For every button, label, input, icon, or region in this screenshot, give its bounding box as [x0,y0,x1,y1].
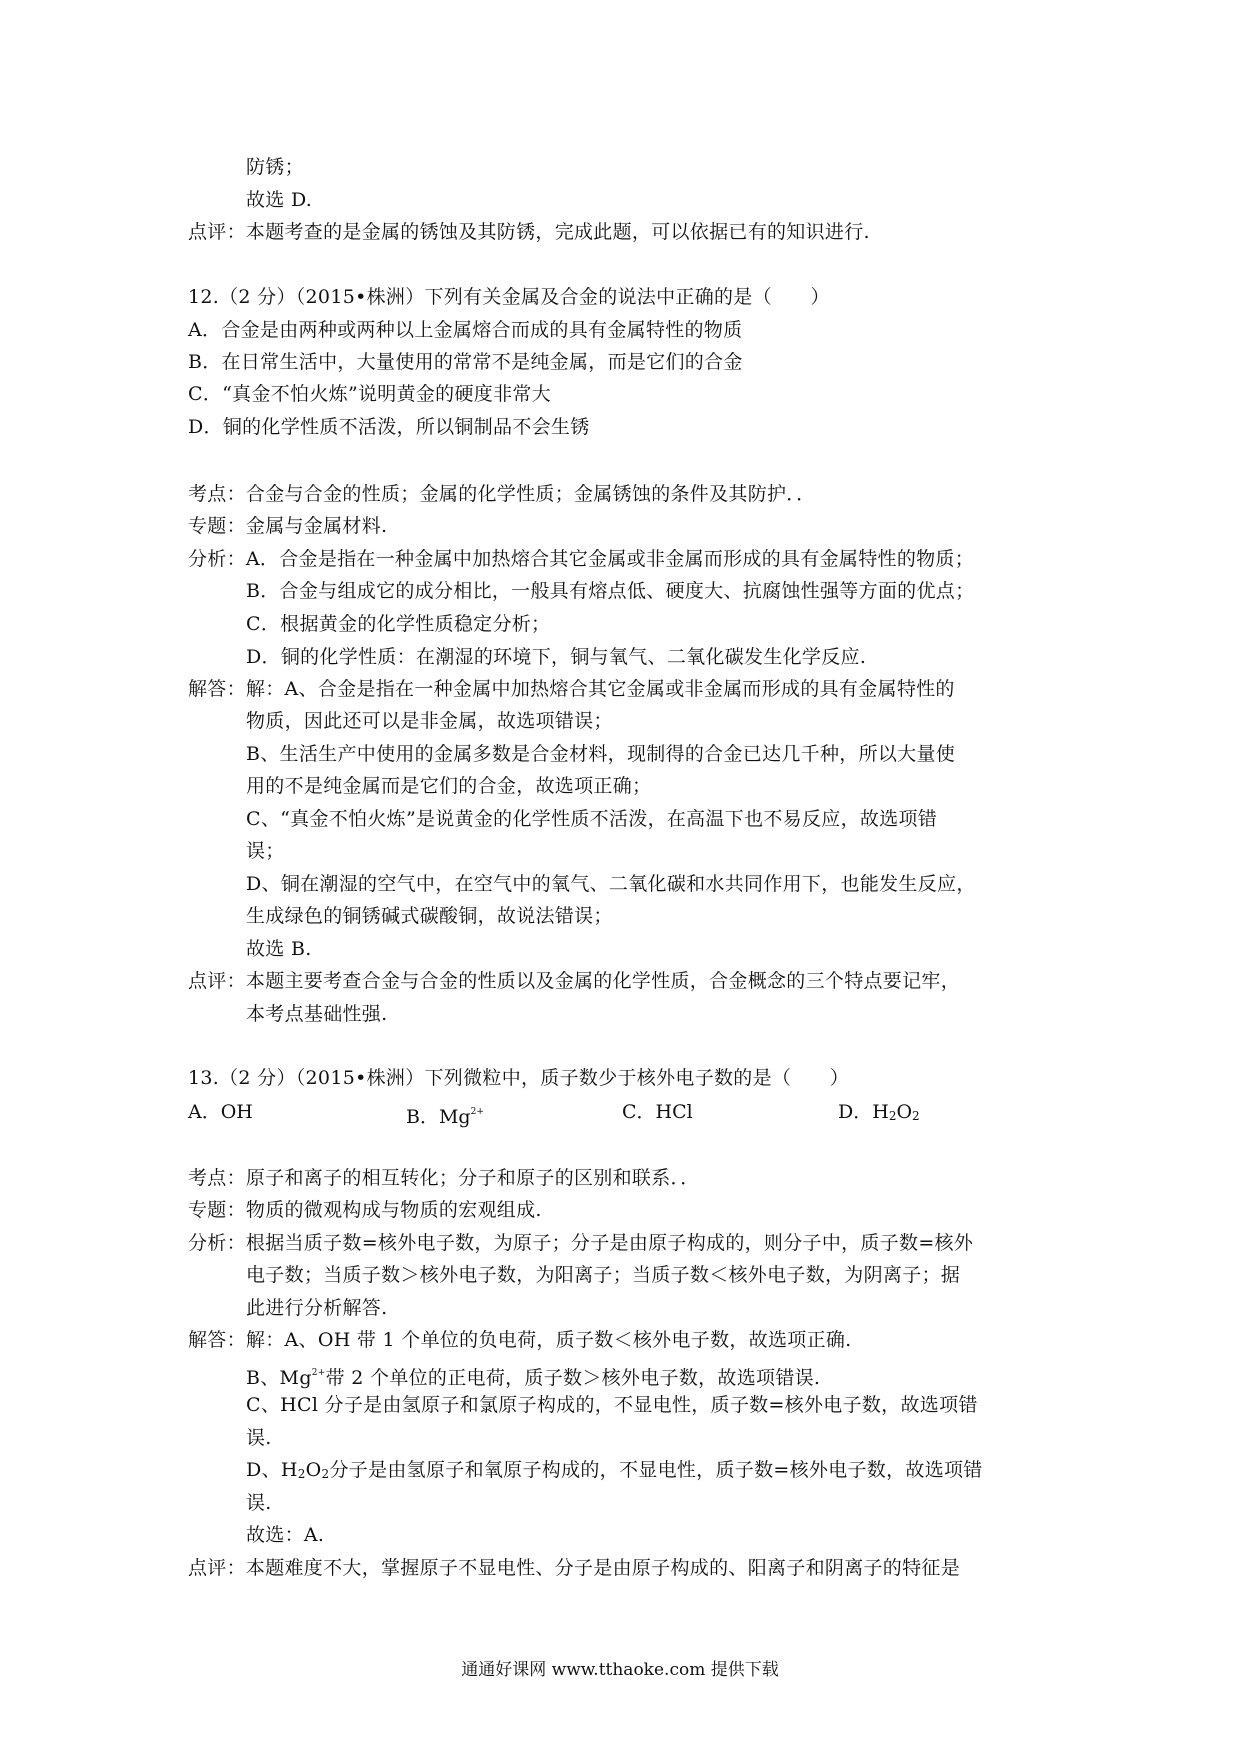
q13-answer-line: 故选：A. [246,1524,325,1546]
question-12-stem: 12.（2 分）（2015•株洲）下列有关金属及合金的说法中正确的是（ ） [188,286,830,308]
q13-answer-line: D、$H_2O_2$分子是由氢原子和氧原子构成的，不显电性，质子数=核外电子数，故选项错 [246,1459,983,1481]
q12-answer-line: 用的不是纯金属而是它们的合金，故选项正确； [246,775,652,797]
q12-analysis-line: D．铜的化学性质：在潮湿的环境下，铜与氧气、二氧化碳发生化学反应. [246,646,867,668]
q12-comment-line: 本考点基础性强. [246,1003,388,1025]
text-line: 防锈； [246,156,304,178]
q13-answer-line: 解答：解：A、OH 带 1 个单位的负电荷，质子数＜核外电子数，故选项正确. [188,1329,852,1351]
question-13-stem: 13.（2 分）（2015•株洲）下列微粒中，质子数少于核外电子数的是（ ） [188,1067,850,1089]
q12-analysis-line: C．根据黄金的化学性质稳定分析； [246,613,551,635]
q12-option-d: D．铜的化学性质不活泼，所以铜制品不会生锈 [188,416,590,438]
q13-options [188,1100,1088,1128]
q12-analysis-line: B．合金与组成它的成分相比，一般具有熔点低、硬度大、抗腐蚀性强等方面的优点； [246,580,975,602]
q12-answer-line: 解答：解：A、合金是指在一种金属中加热熔合其它金属或非金属而形成的具有金属特性的 [188,678,955,700]
q12-answer-line: C、“真金不怕火炼”是说黄金的化学性质不活泼，在高温下也不易反应，故选项错 [246,808,938,830]
text-line: 故选 D. [246,189,313,211]
comment-line: 点评：本题考查的是金属的锈蚀及其防锈，完成此题，可以依据已有的知识进行. [188,221,870,243]
q13-option-a: A．OH [188,1101,253,1123]
q13-answer-line: B、$Mg^{2+}$带 2 个单位的正电荷，质子数＞核外电子数，故选项错误. [246,1367,821,1389]
page-footer: 通通好课网 www.tthaoke.com 提供下载 [461,1660,779,1680]
q12-answer-line: D、铜在潮湿的空气中，在空气中的氧气、二氧化碳和水共同作用下，也能发生反应， [246,873,976,895]
q13-option-b: B．$Mg^{2+}$ [406,1106,484,1128]
q12-option-a: A．合金是由两种或两种以上金属熔合而成的具有金属特性的物质 [188,319,743,341]
q12-answer-line: 物质，因此还可以是非金属，故选项错误； [246,710,613,732]
q13-comment-line: 点评：本题难度不大，掌握原子不显电性、分子是由原子构成的、阳离子和阴离子的特征是 [188,1557,961,1579]
q13-zhuanti: 专题：物质的微观构成与物质的宏观组成. [188,1199,542,1221]
q12-zhuanti: 专题：金属与金属材料. [188,515,388,537]
q13-analysis-line: 分析：根据当质子数=核外电子数，为原子；分子是由原子构成的，则分子中，质子数=核外 [188,1232,974,1254]
q12-answer-line: 误； [246,840,285,862]
q13-answer-line: C、HCl 分子是由氢原子和氯原子构成的，不显电性，质子数=核外电子数，故选项错 [246,1394,978,1416]
q13-analysis-line: 电子数；当质子数＞核外电子数，为阳离子；当质子数＜核外电子数，为阴离子；据 [246,1264,961,1286]
q12-answer-line: 生成绿色的铜锈碱式碳酸铜，故说法错误； [246,905,613,927]
q12-comment-line: 点评：本题主要考查合金与合金的性质以及金属的化学性质，合金概念的三个特点要记牢， [188,970,961,992]
q13-option-d: D．$H_2O_2$ [838,1101,920,1123]
q13-answer-line: 误. [246,1492,272,1514]
q12-answer-line: 故选 B. [246,938,312,960]
q13-analysis-line: 此进行分析解答. [246,1297,388,1319]
q12-answer-line: B、生活生产中使用的金属多数是合金材料，现制得的合金已达几千种，所以大量使 [246,743,956,765]
q13-kaodian: 考点：原子和离子的相互转化；分子和原子的区别和联系．． [188,1167,700,1189]
q12-kaodian: 考点：合金与合金的性质；金属的化学性质；金属锈蚀的条件及其防护．． [188,483,816,505]
q12-option-b: B．在日常生活中，大量使用的常常不是纯金属，而是它们的合金 [188,351,743,373]
q13-option-c: C．HCl [622,1101,693,1123]
q12-option-c: C．“真金不怕火炼”说明黄金的硬度非常大 [188,383,551,405]
q12-analysis-line: 分析：A．合金是指在一种金属中加热熔合其它金属或非金属而形成的具有金属特性的物质； [188,548,975,570]
q13-answer-line: 误. [246,1427,272,1449]
